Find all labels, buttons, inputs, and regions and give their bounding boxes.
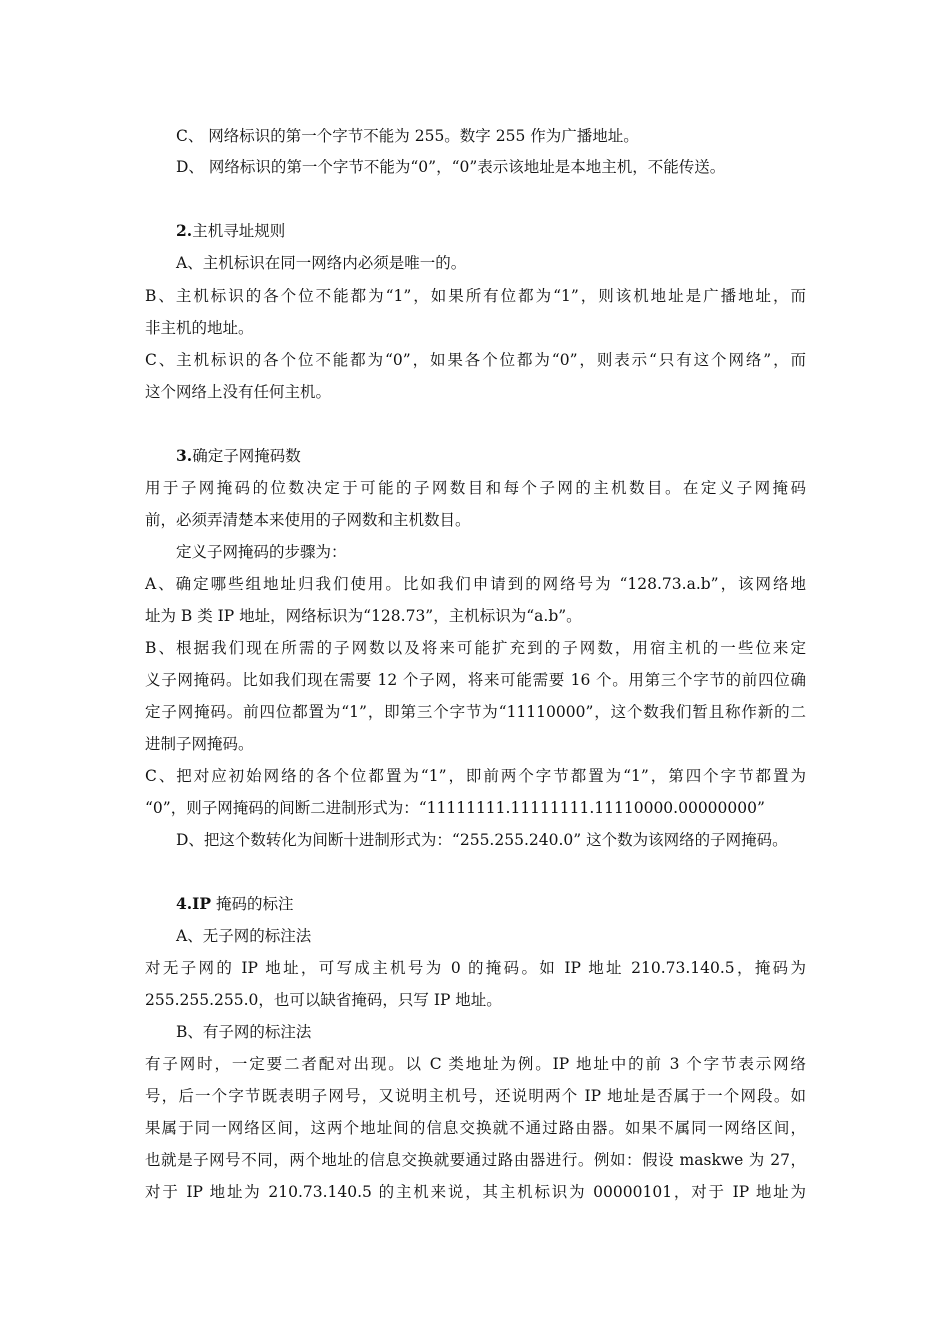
- paragraph-line: 有子网时，一定要二者配对出现。以 C 类地址为例。IP 地址中的前 3 个字节表示网络: [145, 1055, 806, 1073]
- host-rule-b-line2: 非主机的地址。: [145, 319, 254, 337]
- step-d: D、把这个数转化为间断十进制形式为：“255.255.240.0” 这个数为该网络的子网掩码。: [176, 831, 788, 849]
- section-number: 4.IP: [176, 894, 212, 913]
- step-b-line3: 定子网掩码。前四位都置为“1”，即第三个字节为“11110000”，这个数我们暂且称作新的二: [145, 703, 806, 721]
- paragraph-line: 前，必须弄清楚本来使用的子网数和主机数目。: [145, 511, 471, 529]
- paragraph-line: 255.255.255.0，也可以缺省掩码，只写 IP 地址。: [145, 991, 502, 1009]
- section-heading-2: [176, 221, 285, 241]
- host-rule-b-line1: B、主机标识的各个位不能都为“1”，如果所有位都为“1”，则该机地址是广播地址，而: [145, 287, 806, 305]
- step-b-line2: 义子网掩码。比如我们现在需要 12 个子网，将来可能需要 16 个。用第三个字节的前四位确: [145, 671, 806, 689]
- step-a-line2: 址为 B 类 IP 地址，网络标识为“128.73”，主机标识为“a.b”。: [145, 607, 582, 625]
- host-rule-c-line1: C、主机标识的各个位不能都为“0”，如果各个位都为“0”，则表示“只有这个网络”，而: [145, 351, 806, 369]
- section-number: 2.: [176, 221, 193, 240]
- step-a-line1: A、确定哪些组地址归我们使用。比如我们申请到的网络号为 “128.73.a.b”，该网络地: [145, 575, 806, 593]
- subheading-no-subnet: A、无子网的标注法: [176, 927, 312, 945]
- host-rule-a: A、主机标识在同一网络内必须是唯一的。: [176, 254, 467, 272]
- paragraph-line: 号，后一个字节既表明子网号，又说明主机号，还说明两个 IP 地址是否属于一个网段。如: [145, 1087, 806, 1105]
- section-title: 主机寻址规则: [192, 222, 286, 240]
- paragraph-line: 定义子网掩码的步骤为：: [176, 543, 347, 561]
- section-title: 确定子网掩码数: [192, 447, 301, 465]
- paragraph-line: 也就是子网号不同，两个地址的信息交换就要通过路由器进行。例如：假设 maskwe 为 27，: [145, 1151, 806, 1169]
- section-heading-3: [176, 446, 301, 466]
- step-c-line2: “0”，则子网掩码的间断二进制形式为：“11111111.11111111.11110000.00000000”: [145, 799, 765, 817]
- step-b-line4: 进制子网掩码。: [145, 735, 254, 753]
- paragraph-line: 对无子网的 IP 地址，可写成主机号为 0 的掩码。如 IP 地址 210.73.140.5，掩码为: [145, 959, 806, 977]
- paragraph-line: 对于 IP 地址为 210.73.140.5 的主机来说，其主机标识为 00000101，对于 IP 地址为: [145, 1183, 806, 1201]
- paragraph-line: 用于子网掩码的位数决定于可能的子网数目和每个子网的主机数目。在定义子网掩码: [145, 479, 806, 497]
- rule-d-network: D、 网络标识的第一个字节不能为“0”，“0”表示该地址是本地主机，不能传送。: [176, 158, 726, 176]
- subheading-with-subnet: B、有子网的标注法: [176, 1023, 312, 1041]
- section-title: 掩码的标注: [211, 895, 294, 913]
- section-number: 3.: [176, 446, 193, 465]
- step-c-line1: C、把对应初始网络的各个位都置为“1”，即前两个字节都置为“1”，第四个字节都置为: [145, 767, 806, 785]
- step-b-line1: B、根据我们现在所需的子网数以及将来可能扩充到的子网数，用宿主机的一些位来定: [145, 639, 806, 657]
- host-rule-c-line2: 这个网络上没有任何主机。: [145, 383, 332, 401]
- section-heading-4: [176, 894, 294, 914]
- paragraph-line: 果属于同一网络区间，这两个地址间的信息交换就不通过路由器。如果不属同一网络区间，: [145, 1119, 806, 1137]
- rule-c-network: C、 网络标识的第一个字节不能为 255。数字 255 作为广播地址。: [176, 127, 639, 145]
